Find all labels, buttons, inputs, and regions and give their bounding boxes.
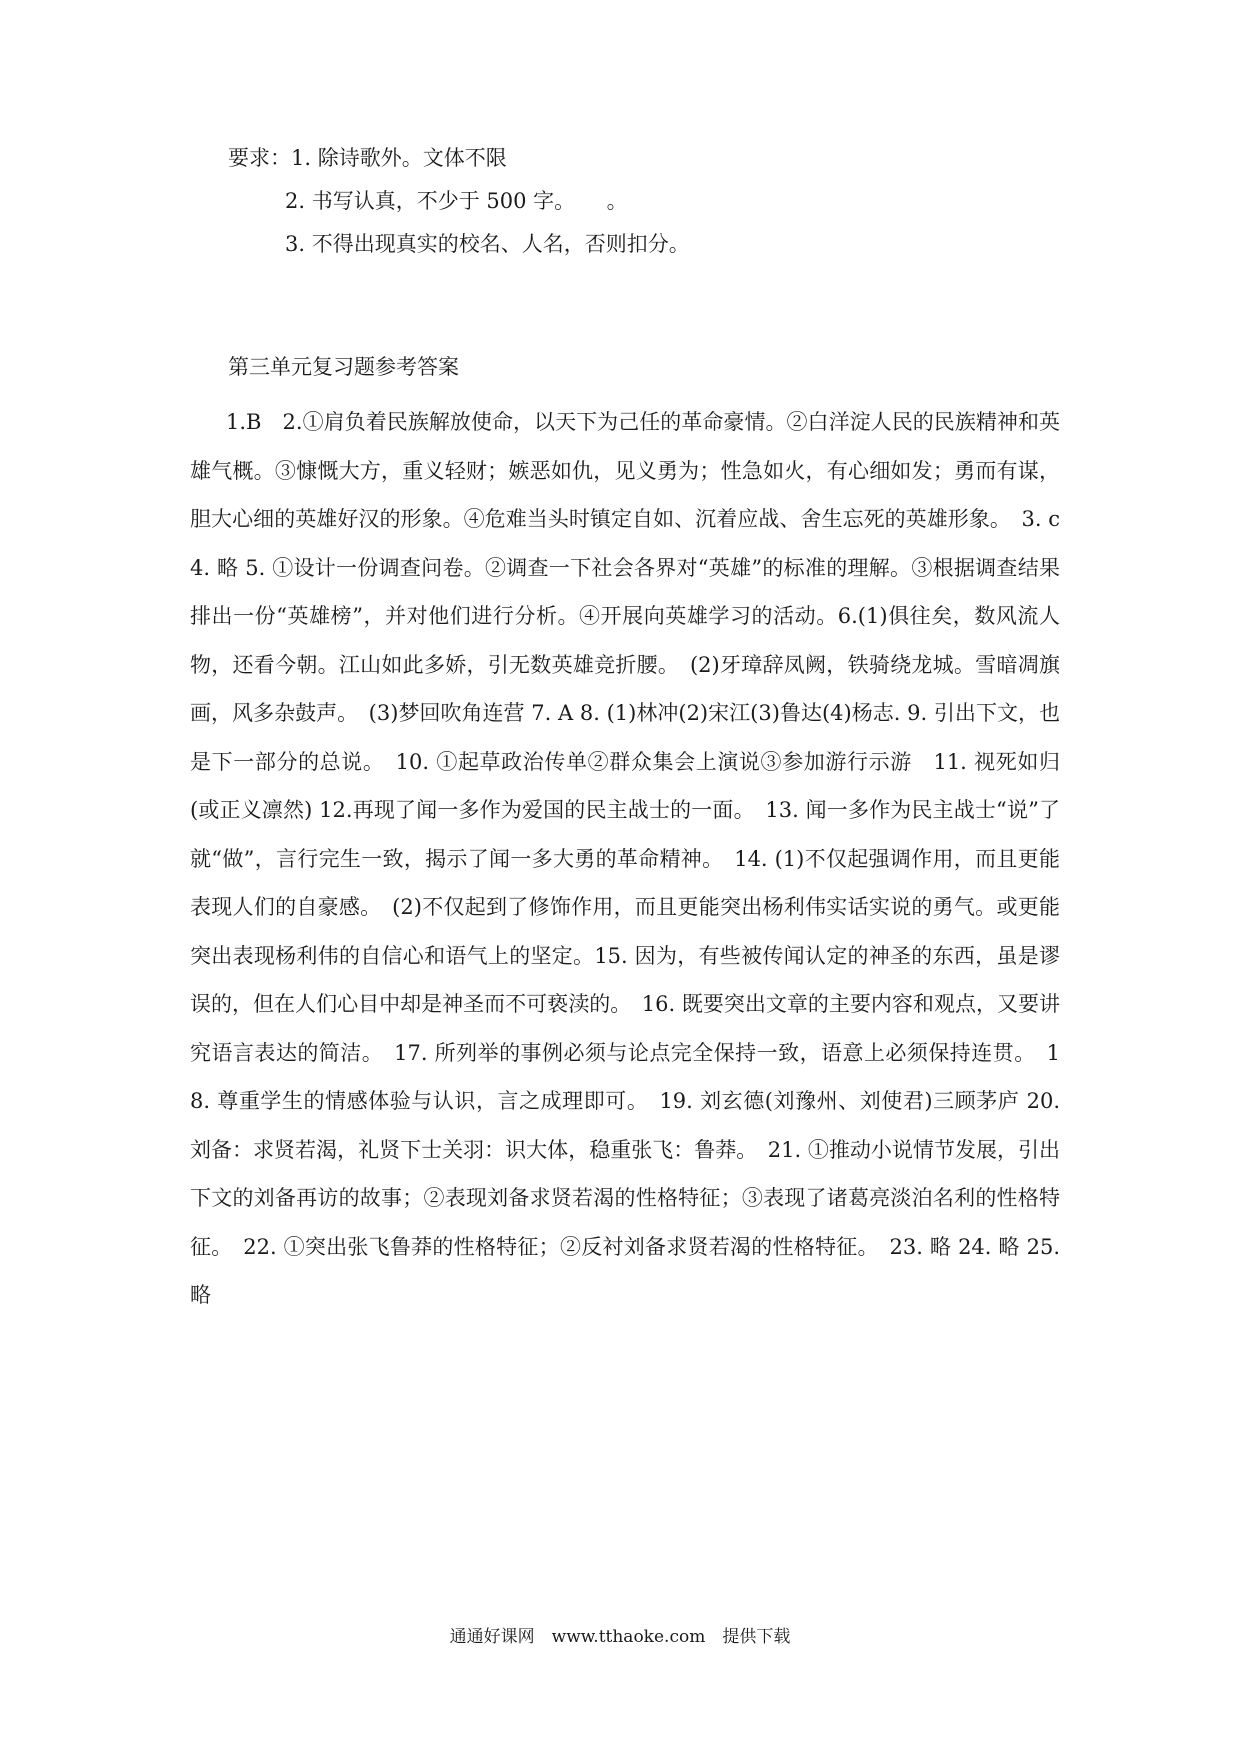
requirement-line-2: 2. 书写认真，不少于 500 字。 。 (285, 189, 628, 213)
footer-credit: 通通好课网 www.tthaoke.com 提供下载 (449, 1627, 791, 1647)
answers-paragraph: 1.B 2.①肩负着民族解放使命，以天下为己任的革命豪情。②白洋淀人民的民族精神和英雄气概。③慷慨大方，重义轻财；嫉恶如仇，见义勇为；性急如火，有心细如发；勇而有谋，胆大心细的英雄好汉的形象。④危难当头时镇定自如、沉着应战、舍生忘死的英雄形象。 3. c 4. 略 5. ①设计一份调查问卷。②调查一下社会各界对“英雄”的标准的理解。③根据调查结果排出一份“英雄榜”，并对他们进行分析。④开展向英雄学习的活动。6.(1)俱往矣，数风流人物，还看今朝。江山如此多娇，引无数英雄竞折腰。 (2)牙璋辞凤阙，铁骑绕龙城。雪暗凋旗画，风多杂鼓声。 (3)梦回吹角连营 7. A 8. (1)林冲(2)宋江(3)鲁达(4)杨志. 9. 引出下文，也是下一部分的总说。 10. ①起草政治传单②群众集会上演说③参加游行示游 11. 视死如归(或正义凛然) 12.再现了闻一多作为爱国的民主战士的一面。 13. 闻一多作为民主战士“说”了就“做”，言行完生一致，揭示了闻一多大勇的革命精神。 14. (1)不仅起强调作用，而且更能表现人们的自豪感。 (2)不仅起到了修饰作用，而且更能突出杨利伟实话实说的勇气。或更能突出表现杨利伟的自信心和语气上的坚定。15. 因为，有些被传闻认定的神圣的东西，虽是谬误的，但在人们心目中却是神圣而不可亵渎的。 16. 既要突出文章的主要内容和观点，又要讲究语言表达的简洁。 17. 所列举的事例必须与论点完全保持一致，语意上必须保持连贯。 18. 尊重学生的情感体验与认识，言之成理即可。 19. 刘玄德(刘豫州、刘使君)三顾茅庐 20. 刘备：求贤若渴，礼贤下士关羽：识大体，稳重张飞：鲁莽。 21. ①推动小说情节发展，引出下文的刘备再访的故事；②表现刘备求贤若渴的性格特征；③表现了诸葛亮淡泊名利的性格特征。 22. ①突出张飞鲁莽的性格特征；②反衬刘备求贤若渴的性格特征。 23. 略 24. 略 25. 略 (190, 410, 1060, 1307)
section-title: 第三单元复习题参考答案 (228, 355, 459, 379)
requirement-line-1: 要求：1. 除诗歌外。文体不限 (228, 146, 507, 170)
requirement-line-3: 3. 不得出现真实的校名、人名，否则扣分。 (285, 232, 690, 256)
